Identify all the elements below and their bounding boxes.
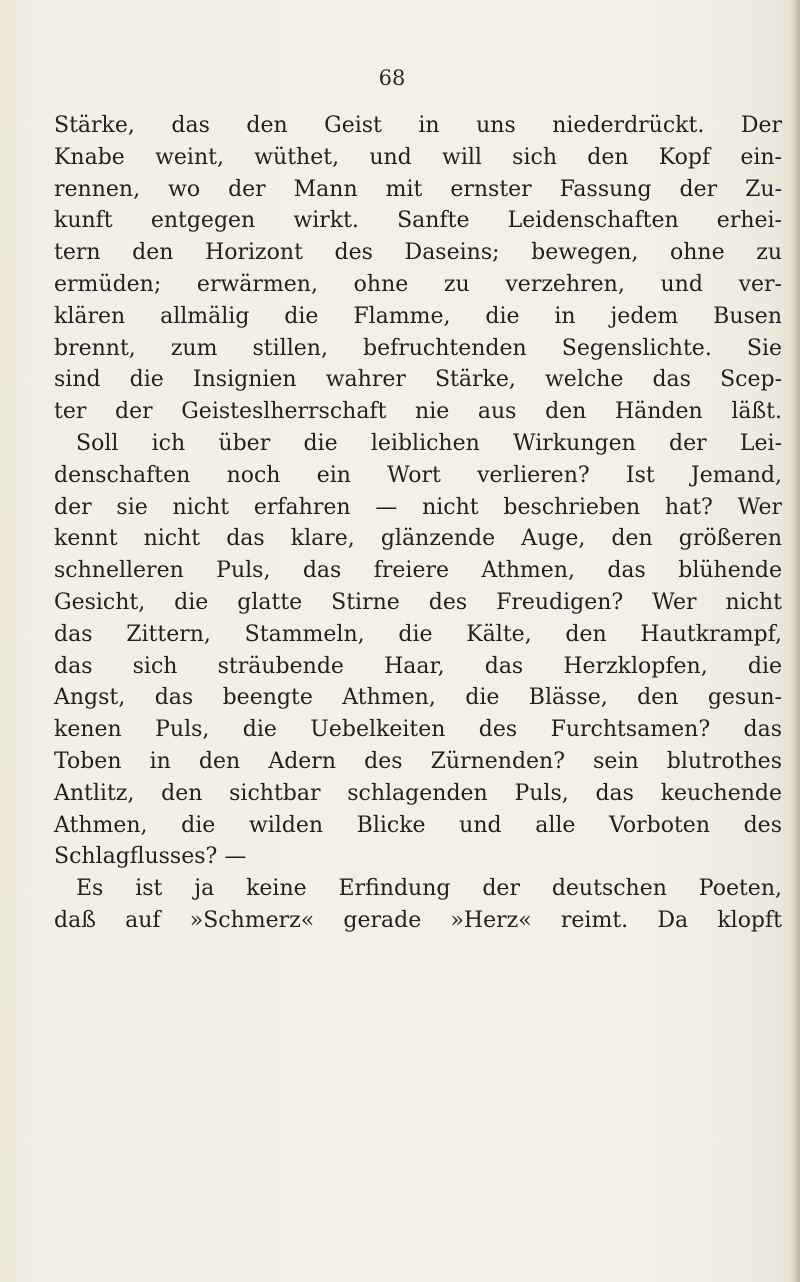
text-line: Soll ich über die leiblichen Wirkungen der Lei- <box>76 430 782 456</box>
text-line: Antlitz, den sichtbar schlagenden Puls, das keuchende <box>54 780 782 806</box>
text-line: ermüden; erwärmen, ohne zu verzehren, und ver- <box>54 271 782 297</box>
page-edge-shadow <box>790 0 800 1282</box>
text-line: kennt nicht das klare, glänzende Auge, den größeren <box>54 526 782 552</box>
text-line: brennt, zum stillen, befruchtenden Segenslichte. Sie <box>54 335 782 361</box>
text-line: Knabe weint, wüthet, und will sich den Kopf ein- <box>54 144 782 170</box>
text-line: Angst, das beengte Athmen, die Blässe, den gesun- <box>54 685 782 711</box>
text-line: Stärke, das den Geist in uns niederdrückt. Der <box>54 113 782 138</box>
text-line: Gesicht, die glatte Stirne des Freudigen? Wer nicht <box>54 589 782 615</box>
text-line: kunft entgegen wirkt. Sanfte Leidenschaften erhei- <box>54 208 782 234</box>
text-line: Athmen, die wilden Blicke und alle Vorboten des <box>54 812 782 838</box>
text-line: klären allmälig die Flamme, die in jedem Busen <box>54 303 782 329</box>
text-line: das sich sträubende Haar, das Herzklopfen, die <box>54 653 782 679</box>
body-text <box>54 110 782 937</box>
text-line: Es ist ja keine Erfindung der deutschen Poeten, <box>76 876 782 902</box>
text-line: schnelleren Puls, das freiere Athmen, das blühende <box>54 558 782 584</box>
text-line: rennen, wo der Mann mit ernster Fassung der Zu- <box>54 176 782 202</box>
text-line: der sie nicht erfahren — nicht beschrieben hat? Wer <box>54 494 782 520</box>
text-line: denschaften noch ein Wort verlieren? Ist Jemand, <box>54 462 782 488</box>
text-line: daß auf »Schmerz« gerade »Herz« reimt. Da klopft <box>54 907 782 933</box>
text-line: ter der Geisteslherrschaft nie aus den Händen läßt. <box>54 399 782 425</box>
text-line: Toben in den Adern des Zürnenden? sein blutrothes <box>54 748 782 774</box>
page-number: 68 <box>378 66 406 90</box>
text-line: kenen Puls, die Uebelkeiten des Furchtsamen? das <box>54 717 782 743</box>
text-line: das Zittern, Stammeln, die Kälte, den Hautkrampf, <box>54 621 782 647</box>
text-line: tern den Horizont des Daseins; bewegen, ohne zu <box>54 240 782 266</box>
text-line: Schlagflusses? — <box>54 844 247 870</box>
text-line: sind die Insignien wahrer Stärke, welche das Scep- <box>54 367 782 393</box>
